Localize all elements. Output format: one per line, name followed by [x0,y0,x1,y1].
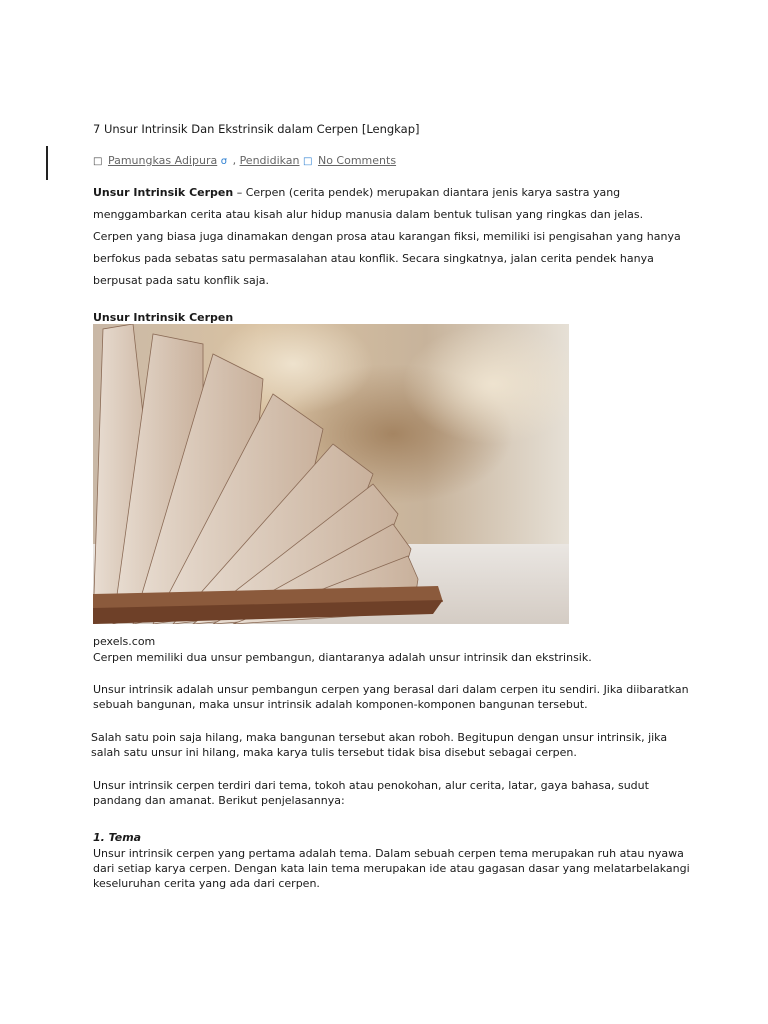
intro-second: Cerpen yang biasa juga dinamakan dengan prosa atau karangan fiksi, memiliki isi pengisahan yang hanya berfokus pada sebatas satu permasalahan atau konflik. Secara singkatnya, jalan cerita pendek hanya berpusat pada satu konflik saja. [93,230,681,287]
paragraph: Unsur intrinsik adalah unsur pembangun cerpen yang berasal dari dalam cerpen itu sendiri. Jika diibaratkan sebuah bangunan, maka unsur intrinsik adalah komponen-komponen bangunan tersebut. [93,683,689,711]
image-credit: pexels.com [93,635,156,648]
external-link-icon[interactable]: σ [220,156,228,167]
author-link[interactable]: Pamungkas Adipura [107,154,218,167]
user-icon: □ [93,156,103,167]
comments-link[interactable]: No Comments [317,154,397,167]
intro-lead: Unsur Intrinsik Cerpen [93,186,234,199]
intro-paragraph [93,182,693,292]
article-meta [93,153,693,169]
open-book-photo [93,324,569,624]
text-cursor [46,146,48,180]
paragraph: Salah satu poin saja hilang, maka bangunan tersebut akan roboh. Begitupun dengan unsur intrinsik, jika salah satu unsur ini hilang, maka karya tulis tersebut tidak bisa disebut sebagai cerpen. [91,731,668,759]
article-title: 7 Unsur Intrinsik Dan Ekstrinsik dalam Cerpen [Lengkap] [93,122,420,136]
intro-lead-rest: – Cerpen (cerita pendek) merupakan diantara jenis karya sastra yang menggambarkan cerita atau kisah alur hidup manusia dalam bentuk tulisan yang ringkas dan jelas. [93,186,644,221]
tema-heading: 1. Tema [93,831,142,844]
paragraph: Cerpen memiliki dua unsur pembangun, diantaranya adalah unsur intrinsik dan ekstrinsik. [93,651,592,664]
comment-icon: □ [303,156,313,167]
meta-separator: , [232,154,237,167]
category-link[interactable]: Pendidikan [239,154,300,167]
tema-paragraph: Unsur intrinsik cerpen yang pertama adalah tema. Dalam sebuah cerpen tema merupakan ruh atau nyawa dari setiap karya cerpen. Dengan kata lain tema merupakan ide atau gagasan dasar yang melatarbelakangi keseluruhan cerita yang ada dari cerpen. [93,847,690,890]
paragraph: Unsur intrinsik cerpen terdiri dari tema, tokoh atau penokohan, alur cerita, latar, gaya bahasa, sudut pandang dan amanat. Berikut penjelasannya: [93,779,649,807]
section-heading: Unsur Intrinsik Cerpen [93,311,234,324]
